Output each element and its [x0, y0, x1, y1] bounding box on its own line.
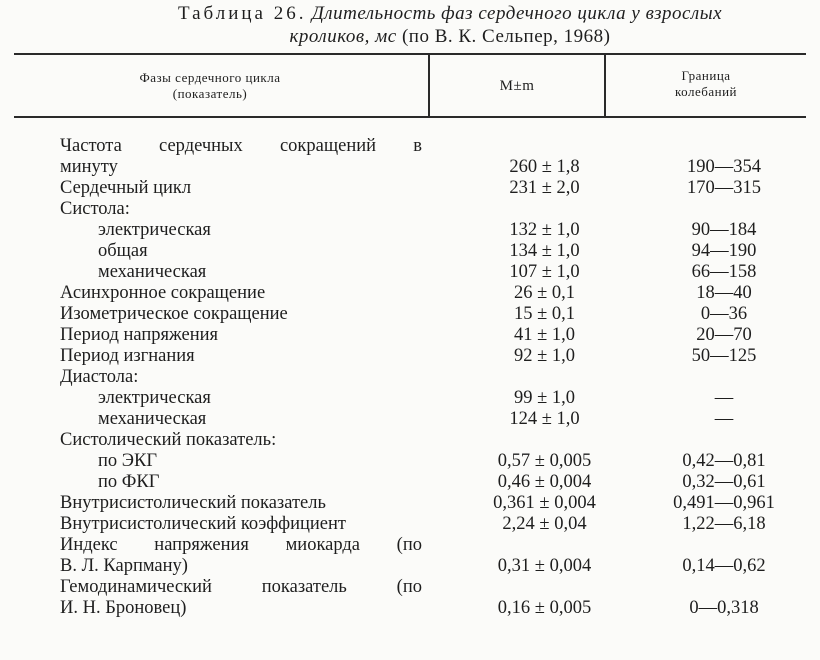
- table-row: [0, 220, 820, 241]
- range-value: 94—190: [691, 241, 757, 261]
- range-value: 0,14—0,62: [682, 556, 766, 576]
- table-unit: мс: [375, 26, 397, 47]
- table-row: [0, 283, 820, 304]
- table-row: [0, 325, 820, 346]
- range-value: 190—354: [687, 157, 761, 177]
- table-row: [0, 493, 820, 514]
- table-row: [0, 136, 820, 157]
- phase-name: И. Н. Броновец): [60, 598, 187, 618]
- mean-value: 132 ± 1,0: [509, 220, 580, 240]
- range-value: 0,32—0,61: [682, 472, 766, 492]
- table-caption: [100, 2, 800, 48]
- mean-value: 2,24 ± 0,04: [502, 514, 587, 534]
- phase-name: по ФКГ: [98, 472, 160, 492]
- table-row: [0, 304, 820, 325]
- phase-name: электрическая: [98, 388, 211, 408]
- phase-name: электрическая: [98, 220, 211, 240]
- phase-name: Гемодинамический показатель (по: [60, 577, 422, 597]
- mean-value: 0,361 ± 0,004: [493, 493, 596, 513]
- mean-value: 231 ± 2,0: [509, 178, 580, 198]
- phase-name: Период напряжения: [60, 325, 219, 345]
- mean-value: 99 ± 1,0: [513, 388, 576, 408]
- phase-name: Индекс напряжения миокарда (по: [60, 535, 422, 555]
- phase-name: В. Л. Карпману): [60, 556, 188, 576]
- table-row: [0, 178, 820, 199]
- table-row: [0, 451, 820, 472]
- table-row: [0, 157, 820, 178]
- range-value: 0—0,318: [689, 598, 759, 618]
- range-value: —: [714, 388, 734, 408]
- phase-name: Систолический показатель:: [60, 430, 277, 450]
- table-title-cont: кроликов,: [289, 26, 370, 47]
- range-value: 170—315: [687, 178, 761, 198]
- phase-name: механическая: [98, 262, 207, 282]
- mean-value: 0,31 ± 0,004: [497, 556, 592, 576]
- table-row: [0, 598, 820, 619]
- table-row: [0, 430, 820, 451]
- phase-name: Асинхронное сокращение: [60, 283, 266, 303]
- table-row: [0, 577, 820, 598]
- mean-value: 0,16 ± 0,005: [497, 598, 592, 618]
- caption-line-1: [100, 2, 800, 25]
- table-title: Длительность фаз сердечного цикла у взрослых: [311, 3, 723, 24]
- table-source: (по В. К. Сельпер, 1968): [401, 26, 611, 47]
- range-value: 0,42—0,81: [682, 451, 766, 471]
- header-phases: Фазы сердечного цикла (показатель): [139, 70, 281, 101]
- range-value: 0,491—0,961: [673, 493, 775, 513]
- range-value: 20—70: [696, 325, 752, 345]
- mean-value: 134 ± 1,0: [509, 241, 580, 261]
- table-row: [0, 514, 820, 535]
- table-row: [0, 472, 820, 493]
- phase-name: Сердечный цикл: [60, 178, 192, 198]
- caption-line-2: [100, 25, 800, 48]
- top-rule: [14, 53, 806, 55]
- mean-value: 260 ± 1,8: [509, 157, 580, 177]
- phase-name: Внутрисистолический коэффициент: [60, 514, 346, 534]
- phase-name: Период изгнания: [60, 346, 195, 366]
- table-row: [0, 556, 820, 577]
- phase-name: общая: [98, 241, 148, 261]
- table-row: [0, 535, 820, 556]
- phase-name: механическая: [98, 409, 207, 429]
- mean-value: 0,57 ± 0,005: [497, 451, 592, 471]
- table-row: [0, 388, 820, 409]
- mean-value: 15 ± 0,1: [513, 304, 576, 324]
- phase-name: Диастола:: [60, 367, 139, 387]
- header-rule: [14, 116, 806, 118]
- range-value: 1,22—6,18: [682, 514, 766, 534]
- header-mean: M±m: [499, 78, 535, 94]
- range-value: —: [714, 409, 734, 429]
- table-row: [0, 241, 820, 262]
- mean-value: 41 ± 1,0: [513, 325, 576, 345]
- table-row: [0, 346, 820, 367]
- mean-value: 92 ± 1,0: [513, 346, 576, 366]
- table-number: Таблица 26.: [177, 3, 307, 24]
- phase-name: Изометрическое сокращение: [60, 304, 288, 324]
- phase-name: Систола:: [60, 199, 130, 219]
- mean-value: 107 ± 1,0: [509, 262, 580, 282]
- phase-name: Внутрисистолический показатель: [60, 493, 326, 513]
- range-value: 90—184: [691, 220, 757, 240]
- table-row: [0, 262, 820, 283]
- table-row: [0, 409, 820, 430]
- mean-value: 0,46 ± 0,004: [497, 472, 592, 492]
- range-value: 66—158: [691, 262, 757, 282]
- table-row: [0, 199, 820, 220]
- range-value: 0—36: [700, 304, 748, 324]
- mean-value: 26 ± 0,1: [513, 283, 576, 303]
- phase-name: Частота сердечных сокращений в: [60, 136, 422, 156]
- table-row: [0, 367, 820, 388]
- phase-name: по ЭКГ: [98, 451, 158, 471]
- phase-name: минуту: [60, 157, 118, 177]
- mean-value: 124 ± 1,0: [509, 409, 580, 429]
- header-range: Граница колебаний: [675, 68, 737, 99]
- range-value: 50—125: [691, 346, 757, 366]
- range-value: 18—40: [696, 283, 752, 303]
